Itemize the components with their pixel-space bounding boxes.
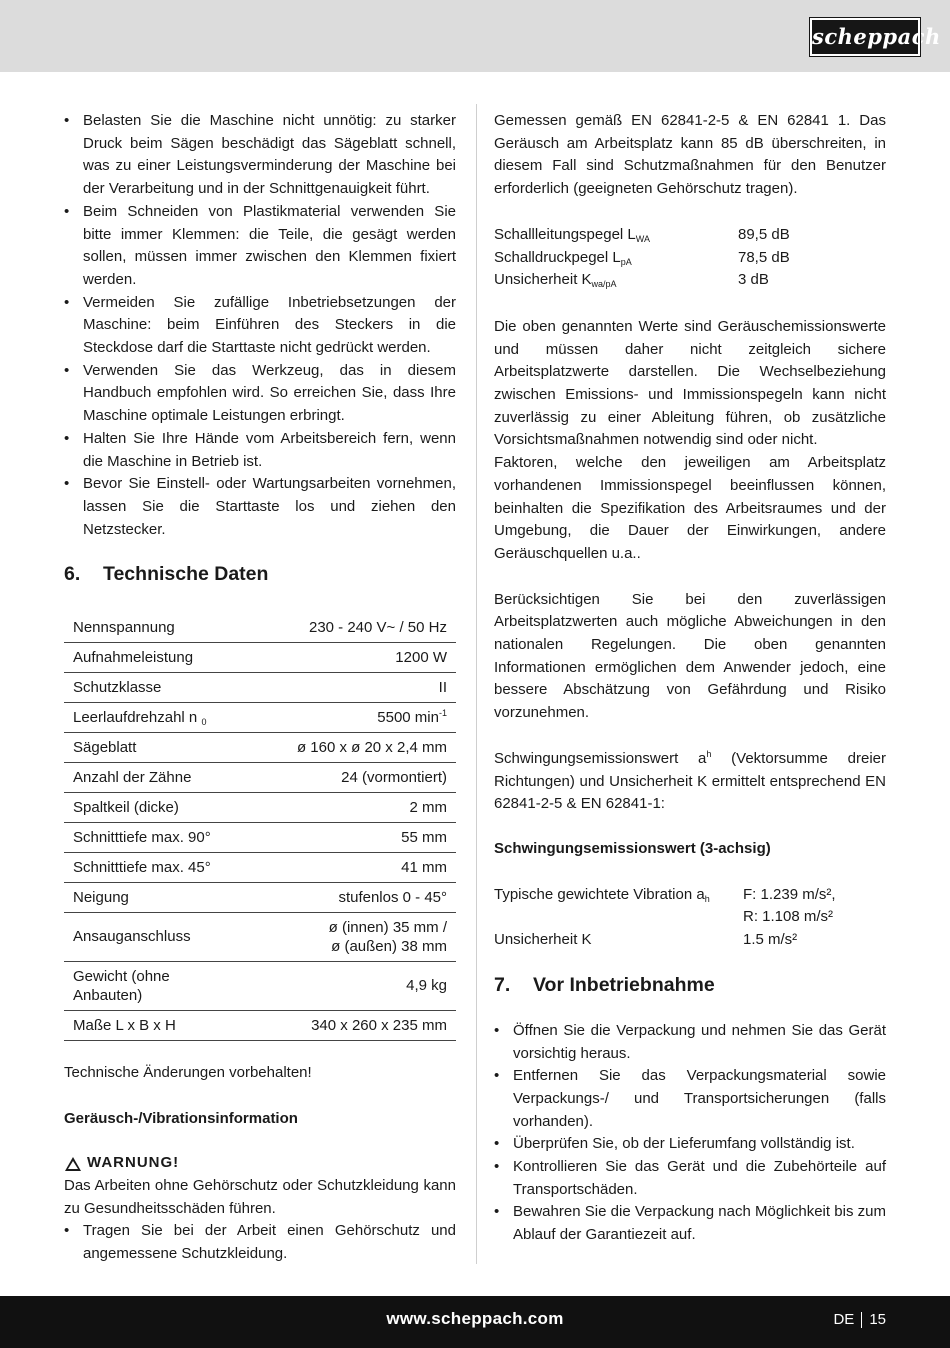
table-cell-value: ø (innen) 35 mm / ø (außen) 38 mm — [253, 912, 456, 961]
vibration-values — [494, 884, 886, 952]
list-item: • Belasten Sie die Maschine nicht unnötig: zu starker Druck beim Sägen beschädigt das Sägeblatt schnell, was zu einer Leistungsverminderung der Maschine bei der Verarbeitung und in der Schnittgenauigkeit führt. — [64, 110, 456, 201]
page-number: 15 — [869, 1311, 886, 1328]
table-cell-value: 230 - 240 V~ / 50 Hz — [253, 612, 456, 642]
table-cell-label: Sägeblatt — [64, 732, 253, 762]
table-cell-value: stufenlos 0 - 45° — [253, 882, 456, 912]
table-cell-label: Ansauganschluss — [64, 912, 253, 961]
paragraph: Die oben genannten Werte sind Geräuschemissionswerte und müssen daher nicht zeitgleich sichere Arbeitsplatzwerte darstellen. Die Wechselbeziehung zwischen Emissions- und Immissionspegeln kann nicht zuverlässig zu einer Ableitung führen, ob zusätzliche Vorsichtsmaßnahmen notwendig sind oder nicht. — [494, 317, 886, 449]
list-item: • Halten Sie Ihre Hände vom Arbeitsbereich fern, wenn die Maschine in Betrieb ist. — [64, 428, 456, 473]
table-cell-label: Schutzklasse — [64, 672, 253, 702]
table-row — [64, 822, 456, 852]
section-heading-7 — [494, 972, 886, 998]
table-cell-value: ø 160 x ø 20 x 2,4 mm — [253, 732, 456, 762]
table-cell-label: Schnitttiefe max. 45° — [64, 852, 253, 882]
noise-intro: Gemessen gemäß EN 62841-2-5 & EN 62841 1. Das Geräusch am Arbeitsplatz kann 85 dB überschreiten, in diesem Fall sind Schutzmaßnahmen für den Benutzer erforderlich (geeigneten Gehörschutz tragen). — [494, 112, 886, 198]
warning-label: WARNUNG! — [64, 1152, 456, 1175]
table-row — [64, 912, 456, 961]
table-cell-value: II — [253, 672, 456, 702]
warning-text: Das Arbeiten ohne Gehörschutz oder Schutzkleidung kann zu Gesundheitsschäden führen. — [64, 1176, 456, 1217]
table-row — [64, 642, 456, 672]
list-item: • Vermeiden Sie zufällige Inbetriebsetzungen der Maschine: beim Einführen des Steckers in die Steckdose darf die Starttaste nicht gedrückt werden. — [64, 292, 456, 360]
table-cell-value: 55 mm — [253, 822, 456, 852]
noise-value-row: Unsicherheit $K_{wa/pA}$ 3 dB — [494, 271, 769, 290]
table-row — [64, 732, 456, 762]
list-item: • Verwenden Sie das Werkzeug, das in diesem Handbuch empfohlen wird. So erreichen Sie, dass Ihre Maschine optimale Leistungen erbringt. — [64, 360, 456, 428]
table-row — [64, 882, 456, 912]
table-cell-value: 4,9 kg — [253, 961, 456, 1010]
noise-vibration-heading: Geräusch-/Vibrationsinformation — [64, 1109, 298, 1127]
header-bar — [0, 0, 950, 72]
table-row — [64, 762, 456, 792]
list-item: • Bewahren Sie die Verpackung nach Möglichkeit bis zum Ablauf der Garantiezeit auf. — [494, 1201, 886, 1246]
tech-note: Technische Änderungen vorbehalten! — [64, 1063, 312, 1081]
vibration-intro: Schwingungsemissionswert $a^h$ (Vektorsumme dreier Richtungen) und Unsicherheit K ermittelt entsprechend EN 62841-2-5 & EN 62841-1: — [494, 748, 886, 813]
table-row — [64, 1010, 456, 1040]
table-cell-value: 5500 $\min^{-1}$ — [253, 702, 456, 732]
paragraph: Berücksichtigen Sie bei den zuverlässigen Arbeitsplatzwerten auch mögliche Abweichungen in den nationalen Regelungen. Die oben genannten Informationen ermöglichen dem Anwender jedoch, eine bessere Abschätzung von Gefährdung und Risiko vorzunehmen. — [494, 590, 886, 722]
table-row — [64, 792, 456, 822]
table-cell-label: Spaltkeil (dicke) — [64, 792, 253, 822]
vibration-heading: Schwingungsemissionswert (3-achsig) — [494, 839, 771, 857]
section-number: 6. — [64, 563, 81, 586]
warning-bullet-list — [64, 1220, 456, 1265]
table-cell-value: 41 mm — [253, 852, 456, 882]
scheppach-logo: scheppach — [810, 18, 920, 56]
table-row — [64, 961, 456, 1010]
table-cell-label: Anzahl der Zähne — [64, 762, 253, 792]
table-cell-value: 2 mm — [253, 792, 456, 822]
commissioning-bullet-list — [494, 1020, 886, 1247]
table-cell-value: 24 (vormontiert) — [253, 762, 456, 792]
safety-bullet-list — [64, 110, 456, 541]
vibration-value-row: Typische gewichtete Vibration $a_h$ F: 1.239 m/s², — [494, 885, 836, 904]
language-code: DE — [833, 1311, 855, 1328]
footer-bar — [0, 1296, 950, 1348]
table-cell-label: Maße L x B x H — [64, 1010, 253, 1040]
list-item: • Beim Schneiden von Plastikmaterial verwenden Sie bitte immer Klemmen: die Teile, die gesägt werden sollen, müssen immer zwischen den Klemmen fixiert werden. — [64, 201, 456, 292]
list-item: • Überprüfen Sie, ob der Lieferumfang vollständig ist. — [494, 1133, 886, 1156]
right-column — [494, 110, 886, 1247]
list-item: • Tragen Sie bei der Arbeit einen Gehörschutz und angemessene Schutzkleidung. — [64, 1220, 456, 1265]
website-link[interactable]: www.scheppach.com — [386, 1309, 564, 1328]
section-title: Vor Inbetriebnahme — [533, 973, 715, 996]
table-cell-label: Gewicht (ohne Anbauten) — [64, 961, 253, 1010]
noise-value-row: Schallleitungspegel $L_{WA}$ 89,5 dB — [494, 225, 790, 244]
table-cell-label: Leerlaufdrehzahl n $_0$ — [64, 702, 253, 732]
list-item: • Kontrollieren Sie das Gerät und die Zubehörteile auf Transportschäden. — [494, 1156, 886, 1201]
list-item: • Entfernen Sie das Verpackungsmaterial sowie Verpackungs-/ und Transportsicherungen (falls vorhanden). — [494, 1065, 886, 1133]
table-row — [64, 672, 456, 702]
noise-values — [494, 224, 886, 292]
table-cell-value: 1200 W — [253, 642, 456, 672]
vibration-value-row: R: 1.108 m/s² — [743, 908, 834, 926]
section-heading-6 — [64, 561, 456, 587]
separator — [861, 1312, 862, 1328]
warning-triangle-icon — [65, 1157, 81, 1171]
table-cell-label: Aufnahmeleistung — [64, 642, 253, 672]
table-row — [64, 702, 456, 732]
table-cell-label: Neigung — [64, 882, 253, 912]
noise-value-row: Schalldruckpegel $L_{pA}$ 78,5 dB — [494, 248, 790, 267]
page-indicator — [833, 1309, 886, 1332]
technical-data-table — [64, 612, 456, 1041]
left-column — [64, 110, 456, 1266]
section-number: 7. — [494, 973, 511, 996]
table-cell-label: Schnitttiefe max. 90° — [64, 822, 253, 852]
table-cell-value: 340 x 260 x 235 mm — [253, 1010, 456, 1040]
list-item: • Bevor Sie Einstell- oder Wartungsarbeiten vornehmen, lassen Sie die Starttaste los und ziehen den Netzstecker. — [64, 473, 456, 541]
column-divider — [476, 104, 477, 1264]
paragraph: Faktoren, welche den jeweiligen am Arbeitsplatz vorhandenen Immissionspegel beeinflussen können, beinhalten die Spezifikation des Arbeitsraumes und der Umgebung, die Dauer der Einwirkungen, andere Geräuschquellen u.a.. — [494, 454, 886, 562]
table-row — [64, 852, 456, 882]
table-cell-label: Nennspannung — [64, 612, 253, 642]
table-row — [64, 612, 456, 642]
section-title: Technische Daten — [103, 563, 269, 586]
list-item: • Öffnen Sie die Verpackung und nehmen Sie das Gerät vorsichtig heraus. — [494, 1020, 886, 1065]
vibration-value-row: Unsicherheit K 1.5 m/s² — [494, 931, 798, 949]
